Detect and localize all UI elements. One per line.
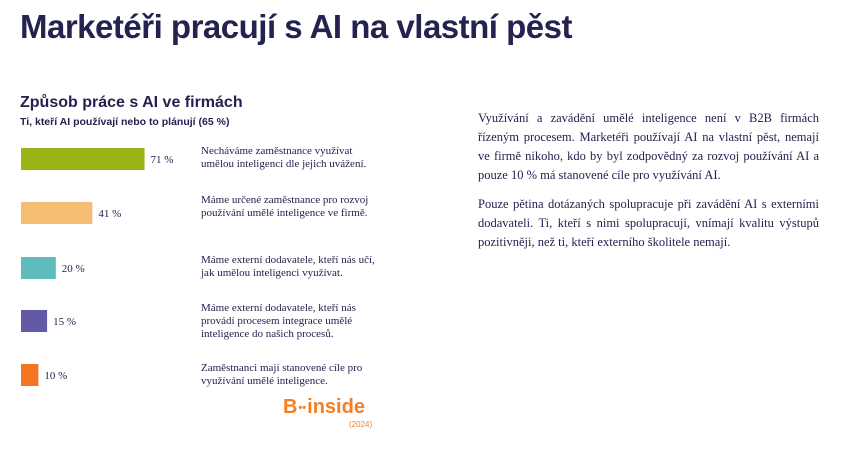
logo-dots-icon: ••: [298, 401, 307, 414]
bar-value-label: 15 %: [53, 316, 77, 328]
bar-value-label: 10 %: [44, 370, 68, 382]
category-label: Máme externí dodavatele, kteří nás učí, jak umělou inteligenci využívat.: [201, 254, 375, 279]
chart-subtitle: Ti, kteří AI používají nebo to plánují (65 %): [20, 116, 230, 128]
bar: [21, 148, 145, 170]
category-label: Zaměstnanci mají stanovené cíle pro využívání umělé inteligence.: [201, 362, 363, 387]
chart-title: Způsob práce s AI ve firmách: [20, 94, 243, 111]
body-paragraph: Pouze pětina dotázaných spolupracuje při zavádění AI s externími dodavateli. Ti, kteří s nimi spolupracují, vnímají kvalitu výstupů pozitivněji, než ti, kteří externího školitele nemají.: [478, 197, 819, 249]
logo-year: (2024): [349, 420, 373, 429]
category-label: Máme určené zaměstnance pro rozvoj používání umělé inteligence ve firmě.: [201, 194, 369, 219]
bar: [21, 202, 92, 224]
page-title: Marketéři pracují s AI na vlastní pěst: [20, 8, 572, 45]
brand-logo: [283, 396, 365, 419]
bar-value-label: 20 %: [61, 263, 85, 275]
bar-value-label: 71 %: [150, 154, 174, 166]
bar: [21, 257, 56, 279]
body-paragraph: Využívání a zavádění umělé inteligence není v B2B firmách řízeným procesem. Marketéři používají AI na vlastní pěst, nemají ve firmě nikoho, kdo by byl zodpovědný za rozvoj používání AI a pouze 10 % má stanovené cíle pro využívání AI.: [478, 111, 819, 182]
logo-letter: B: [283, 396, 298, 418]
bar: [21, 310, 47, 332]
bar: [21, 364, 38, 386]
category-label: Máme externí dodavatele, kteří nás provádí procesem integrace umělé inteligence do našich procesů.: [201, 302, 356, 340]
logo-word: inside: [307, 396, 365, 418]
category-label: Necháváme zaměstnance využívat umělou inteligenci dle jejich uvážení.: [201, 145, 367, 170]
bar-value-label: 41 %: [98, 208, 122, 220]
